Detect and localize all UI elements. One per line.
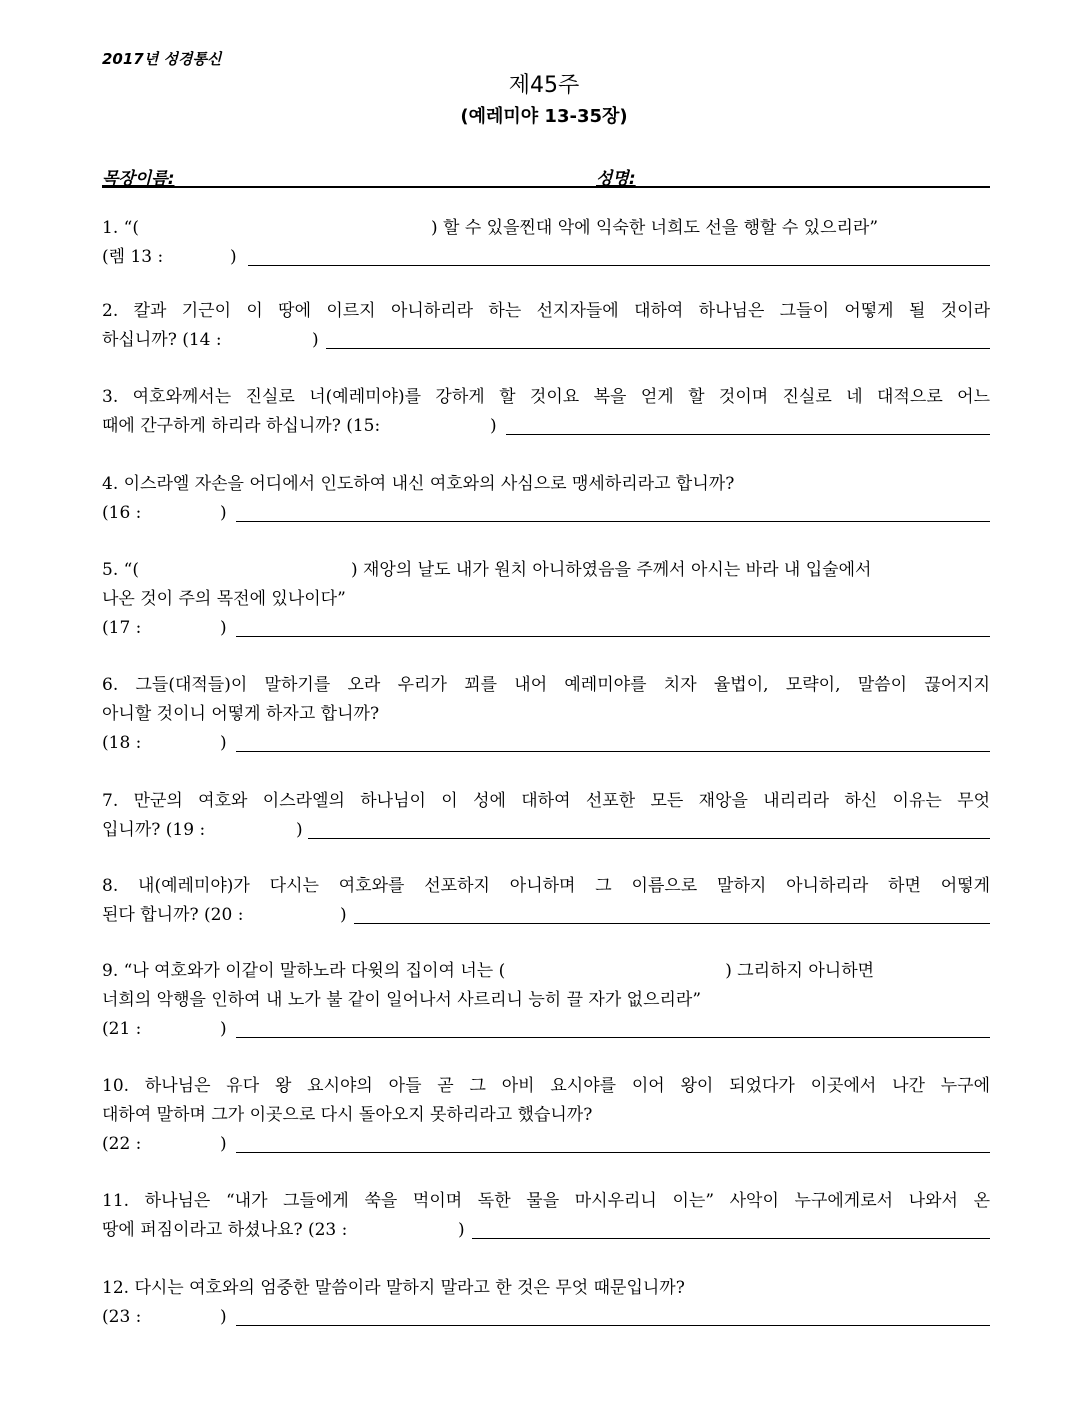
question-1-text-a: 1. “( — [102, 218, 139, 238]
answer-line[interactable] — [236, 1325, 990, 1326]
question-12-line-1: 12. 다시는 여호와의 엄중한 말씀이라 말하지 말라고 한 것은 무엇 때문입니까? — [102, 1278, 685, 1298]
header-note: 2017년 성경통신 — [102, 50, 222, 68]
question-8-line-1: 8. 내(예레미야)가 다시는 여호와를 선포하지 아니하며 그 이름으로 말하지 아니하리라 하면 어떻게 — [102, 876, 990, 896]
question-10-line-1: 10. 하나님은 유다 왕 요시야의 아들 곧 그 아비 요시야를 이어 왕이 되었다가 이곳에서 나간 누구에 — [102, 1076, 990, 1096]
question-3-close: ) — [490, 416, 497, 436]
question-11 — [102, 1187, 990, 1245]
question-9-text-a: 9. “나 여호와가 이같이 말하노라 다윗의 집이여 너는 ( — [102, 961, 506, 981]
question-4-ref: (16 : — [102, 503, 142, 523]
question-3-line-1: 3. 여호와께서는 진실로 너(예레미야)를 강하게 할 것이요 복을 얻게 할 것이며 진실로 네 대적으로 어느 — [102, 387, 990, 407]
answer-line[interactable] — [236, 1037, 990, 1038]
question-10-close: ) — [220, 1134, 227, 1154]
question-2-ref: 하십니까? (14 : — [102, 330, 222, 350]
question-10 — [102, 1072, 990, 1159]
question-8-ref: 된다 합니까? (20 : — [102, 905, 244, 925]
page-subtitle: (예레미야 13-35장) — [460, 106, 628, 127]
answer-line[interactable] — [506, 434, 990, 435]
answer-line[interactable] — [354, 923, 990, 924]
answer-line[interactable] — [236, 1152, 990, 1153]
question-6-ref: (18 : — [102, 733, 142, 753]
question-2-line-1: 2. 칼과 기근이 이 땅에 이르지 아니하리라 하는 선지자들에 대하여 하나님은 그들이 어떻게 될 것이라 — [102, 301, 990, 321]
question-9-line-2: 너희의 악행을 인하여 내 노가 불 같이 일어나서 사르리니 능히 끌 자가 없으리라” — [102, 990, 702, 1010]
question-9-text-b: ) 그리하지 아니하면 — [725, 961, 875, 981]
question-10-line-2: 대하여 말하며 그가 이곳으로 다시 돌아오지 못하리라고 했습니까? — [102, 1105, 593, 1125]
question-8-close: ) — [340, 905, 347, 925]
question-5-close: ) — [220, 618, 227, 638]
question-4 — [102, 470, 990, 528]
answer-line[interactable] — [472, 1238, 990, 1239]
question-11-ref: 땅에 퍼짐이라고 하셨나요? (23 : — [102, 1220, 348, 1240]
question-6-line-1: 6. 그들(대적들)이 말하기를 오라 우리가 꾀를 내어 예레미야를 치자 율법이, 모략이, 말씀이 끊어지지 — [102, 675, 990, 695]
signature-row — [102, 164, 990, 188]
pastor-label: 목장이름: — [102, 169, 175, 189]
question-7-line-1: 7. 만군의 여호와 이스라엘의 하나님이 이 성에 대하여 선포한 모든 재앙을 내리리라 하신 이유는 무엇 — [102, 791, 990, 811]
question-7 — [102, 787, 990, 845]
question-9-close: ) — [220, 1019, 227, 1039]
question-3-ref: 때에 간구하게 하리라 하십니까? (15: — [102, 416, 381, 436]
question-6-close: ) — [220, 733, 227, 753]
question-6-line-2: 아니할 것이니 어떻게 하자고 합니까? — [102, 704, 380, 724]
question-5-text-a: 5. “( — [102, 560, 139, 580]
question-2-close: ) — [312, 330, 319, 350]
question-1-close: ) — [230, 247, 237, 267]
question-5-text-b: ) 재앙의 날도 내가 원치 아니하였음을 주께서 아시는 바라 내 입술에서 — [350, 560, 872, 580]
answer-line[interactable] — [236, 521, 990, 522]
question-12 — [102, 1274, 990, 1332]
question-7-ref: 입니까? (19 : — [102, 820, 206, 840]
name-label: 성명: — [596, 169, 636, 189]
question-12-close: ) — [220, 1307, 227, 1327]
question-6 — [102, 671, 990, 758]
question-8 — [102, 872, 990, 930]
question-2 — [102, 297, 990, 355]
question-3 — [102, 383, 990, 441]
answer-line[interactable] — [236, 751, 990, 752]
question-10-ref: (22 : — [102, 1134, 142, 1154]
question-5 — [102, 556, 990, 643]
question-1-ref: (렘 13 : — [102, 247, 164, 267]
question-11-line-1: 11. 하나님은 “내가 그들에게 쑥을 먹이며 독한 물을 마시우리니 이는” 사악이 누구에게로서 나와서 온 — [102, 1191, 990, 1211]
question-5-line-2: 나온 것이 주의 목전에 있나이다” — [102, 589, 346, 609]
question-4-line-1: 4. 이스라엘 자손을 어디에서 인도하여 내신 여호와의 사심으로 맹세하리라고 합니까? — [102, 474, 735, 494]
page-title: 제45주 — [508, 73, 580, 98]
answer-line[interactable] — [308, 838, 990, 839]
question-9-ref: (21 : — [102, 1019, 142, 1039]
answer-line[interactable] — [326, 348, 990, 349]
answer-line[interactable] — [248, 265, 990, 266]
question-11-close: ) — [458, 1220, 465, 1240]
question-1-text-b: ) 할 수 있을찐대 악에 익숙한 너희도 선을 행할 수 있으리라” — [430, 218, 879, 238]
question-1 — [102, 214, 990, 272]
answer-line[interactable] — [236, 636, 990, 637]
question-12-ref: (23 : — [102, 1307, 142, 1327]
question-7-close: ) — [296, 820, 303, 840]
question-5-ref: (17 : — [102, 618, 142, 638]
question-4-close: ) — [220, 503, 227, 523]
question-9 — [102, 957, 990, 1044]
